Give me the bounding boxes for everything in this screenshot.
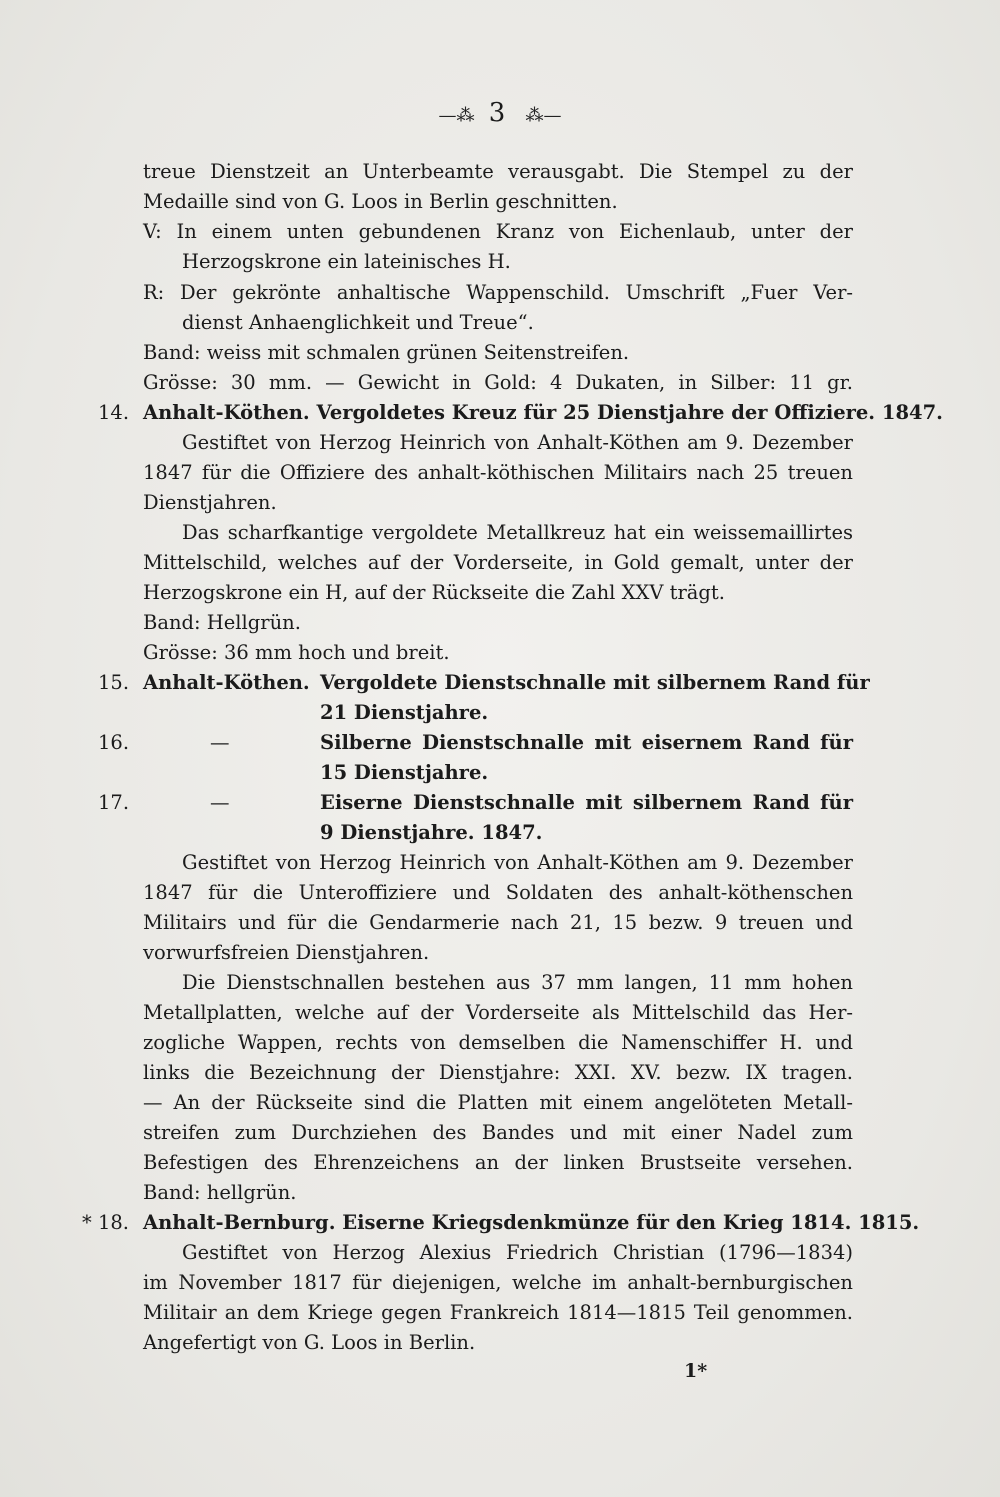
entry-number: 17. — [98, 791, 130, 814]
text-line: treue Dienstzeit an Unterbeamte verausgabt. Die Stempel zu der — [143, 160, 853, 183]
entry-number: * 18. — [82, 1211, 129, 1234]
page-header — [0, 98, 1000, 128]
signature-mark: 1* — [684, 1360, 708, 1382]
text-line: Militairs und für die Gendarmerie nach 21, 15 bezw. 9 treuen und — [143, 911, 853, 934]
text-line: — An der Rückseite sind die Platten mit einem angelöteten Metall- — [143, 1091, 853, 1114]
entry-title: 15 Dienstjahre. — [320, 761, 489, 784]
header-left-ornament: —⁂ — [438, 105, 475, 126]
header-right-ornament: ⁂— — [525, 105, 562, 126]
text-line: Angefertigt von G. Loos in Berlin. — [143, 1331, 476, 1354]
entry-title: Silberne Dienstschnalle mit eisernem Rand für — [320, 731, 853, 754]
text-line: 1847 für die Offiziere des anhalt-köthischen Militairs nach 25 treuen — [143, 461, 853, 484]
text-line: Gestiftet von Herzog Heinrich von Anhalt-Köthen am 9. Dezember — [182, 851, 853, 874]
text-line: Medaille sind von G. Loos in Berlin geschnitten. — [143, 190, 618, 213]
entry-heading: Anhalt-Bernburg. Eiserne Kriegsdenkmünze für den Krieg 1814. 1815. — [143, 1211, 920, 1234]
text-line: im November 1817 für diejenigen, welche im anhalt-bernburgischen — [143, 1271, 853, 1294]
text-line: links die Bezeichnung der Dienstjahre: XXI. XV. bezw. IX tragen. — [143, 1061, 853, 1084]
text-line: Das scharfkantige vergoldete Metallkreuz hat ein weissemaillirtes — [182, 521, 853, 544]
entry-heading: Anhalt-Köthen. — [143, 671, 310, 694]
text-line: Herzogskrone ein lateinisches H. — [182, 250, 511, 273]
entry-title: Eiserne Dienstschnalle mit silbernem Rand für — [320, 791, 853, 814]
entry-title: Vergoldete Dienstschnalle mit silbernem Rand für — [320, 671, 870, 694]
text-line: dienst Anhaenglichkeit und Treue“. — [182, 311, 534, 334]
text-line: Band: weiss mit schmalen grünen Seitenstreifen. — [143, 341, 630, 364]
entry-number: 16. — [98, 731, 130, 754]
text-line: Band: hellgrün. — [143, 1181, 297, 1204]
text-line: Mittelschild, welches auf der Vorderseite, in Gold gemalt, unter der — [143, 551, 853, 574]
text-line: Band: Hellgrün. — [143, 611, 301, 634]
text-line: Die Dienstschnallen bestehen aus 37 mm langen, 11 mm hohen — [182, 971, 853, 994]
text-line: Herzogskrone ein H, auf der Rückseite die Zahl XXV trägt. — [143, 581, 725, 604]
text-line: Gestiftet von Herzog Heinrich von Anhalt-Köthen am 9. Dezember — [182, 431, 853, 454]
entry-heading: Anhalt-Köthen. Vergoldetes Kreuz für 25 Dienstjahre der Offiziere. 1847. — [143, 401, 943, 424]
text-line: Befestigen des Ehrenzeichens an der linken Brustseite versehen. — [143, 1151, 853, 1174]
text-line: 1847 für die Unteroffiziere und Soldaten des anhalt-köthenschen — [143, 881, 853, 904]
text-line: V: In einem unten gebundenen Kranz von Eichenlaub, unter der — [143, 220, 853, 243]
entry-number: 15. — [98, 671, 130, 694]
text-line: Metallplatten, welche auf der Vorderseite als Mittelschild das Her- — [143, 1001, 853, 1024]
text-line: vorwurfsfreien Dienstjahren. — [143, 941, 430, 964]
text-line: zogliche Wappen, rechts von demselben die Namenschiffer H. und — [143, 1031, 853, 1054]
text-line: streifen zum Durchziehen des Bandes und mit einer Nadel zum — [143, 1121, 853, 1144]
ditto-dash: — — [210, 731, 230, 754]
text-line: Gestiftet von Herzog Alexius Friedrich Christian (1796—1834) — [182, 1241, 853, 1264]
entry-title: 9 Dienstjahre. 1847. — [320, 821, 543, 844]
entry-number: 14. — [98, 401, 130, 424]
page-number: 3 — [488, 98, 512, 128]
text-line: R: Der gekrönte anhaltische Wappenschild. Umschrift „Fuer Ver- — [143, 281, 853, 304]
text-line: Dienstjahren. — [143, 491, 277, 514]
text-line: Militair an dem Kriege gegen Frankreich 1814—1815 Teil genommen. — [143, 1301, 853, 1324]
entry-title: 21 Dienstjahre. — [320, 701, 489, 724]
ditto-dash: — — [210, 791, 230, 814]
text-line: Grösse: 30 mm. — Gewicht in Gold: 4 Dukaten, in Silber: 11 gr. — [143, 371, 853, 394]
text-line: Grösse: 36 mm hoch und breit. — [143, 641, 450, 664]
